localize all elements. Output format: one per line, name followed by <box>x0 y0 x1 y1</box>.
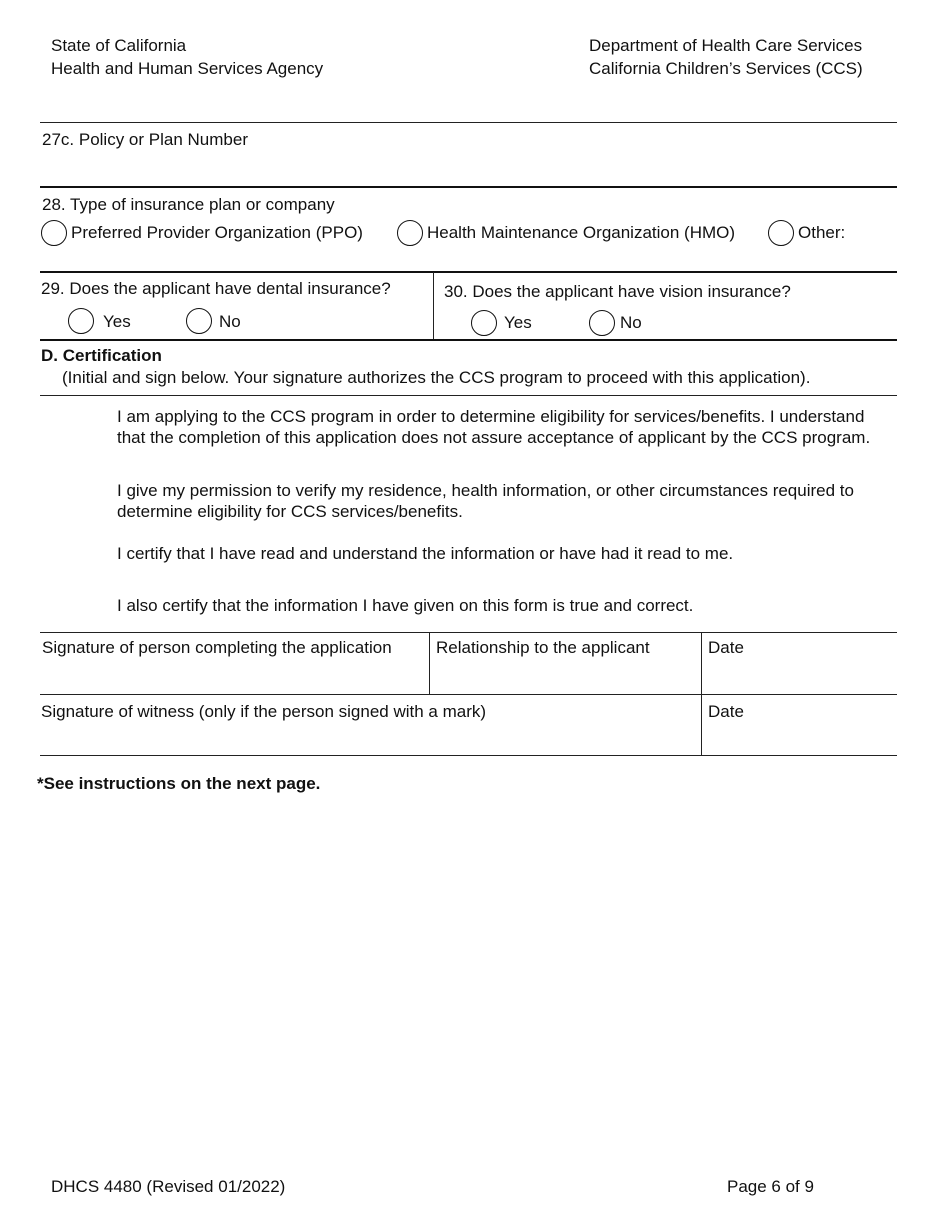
page-number: Page 6 of 9 <box>727 1177 814 1196</box>
vision-yes-radio[interactable] <box>471 310 497 336</box>
instructions-note: *See instructions on the next page. <box>37 774 321 793</box>
form-id: DHCS 4480 (Revised 01/2022) <box>51 1177 286 1196</box>
certification-paragraph-1: I am applying to the CCS program in order to determine eligibility for services/benefits. I understand that the completion of this application does not assure acceptance of applicant by the CCS program. <box>117 407 871 447</box>
ppo-option-label: Preferred Provider Organization (PPO) <box>71 223 363 242</box>
column-divider <box>429 632 430 694</box>
column-divider <box>433 272 434 339</box>
header-agency-state: State of California <box>51 36 187 55</box>
divider <box>40 271 897 273</box>
q28-label: 28. Type of insurance plan or company <box>42 195 335 214</box>
certification-heading: D. Certification <box>41 346 162 365</box>
q29-label: 29. Does the applicant have dental insurance? <box>41 279 391 298</box>
ppo-radio[interactable] <box>41 220 67 246</box>
header-agency-name: Health and Human Services Agency <box>51 59 324 78</box>
vision-no-radio[interactable] <box>589 310 615 336</box>
date-field-2[interactable]: Date <box>708 702 744 721</box>
dental-no-radio[interactable] <box>186 308 212 334</box>
date-field-1[interactable]: Date <box>708 638 744 657</box>
hmo-radio[interactable] <box>397 220 423 246</box>
other-radio[interactable] <box>768 220 794 246</box>
divider <box>40 395 897 396</box>
divider <box>40 186 897 188</box>
vision-no-label: No <box>620 313 642 332</box>
certification-paragraph-4: I also certify that the information I have given on this form is true and correct. <box>117 596 694 615</box>
certification-subheading: (Initial and sign below. Your signature authorizes the CCS program to proceed with this application). <box>62 368 811 387</box>
relationship-field[interactable]: Relationship to the applicant <box>436 638 650 657</box>
divider <box>40 694 897 695</box>
dental-no-label: No <box>219 312 241 331</box>
hmo-option-label: Health Maintenance Organization (HMO) <box>427 223 736 242</box>
divider <box>40 339 897 341</box>
signature-witness-field[interactable]: Signature of witness (only if the person signed with a mark) <box>41 702 487 721</box>
other-option-label: Other: <box>798 223 846 242</box>
q27c-label: 27c. Policy or Plan Number <box>42 130 248 149</box>
certification-paragraph-3: I certify that I have read and understand the information or have had it read to me. <box>117 544 734 563</box>
header-department: Department of Health Care Services <box>589 36 863 55</box>
divider <box>40 755 897 756</box>
dental-yes-label: Yes <box>103 312 131 331</box>
certification-paragraph-2: I give my permission to verify my residence, health information, or other circumstances required to determine eligibility for CCS services/benefits. <box>117 481 854 521</box>
vision-yes-label: Yes <box>504 313 532 332</box>
q30-label: 30. Does the applicant have vision insurance? <box>444 282 791 301</box>
signature-person-field[interactable]: Signature of person completing the application <box>42 638 392 657</box>
header-program: California Children’s Services (CCS) <box>589 59 863 78</box>
divider <box>40 122 897 123</box>
divider <box>40 632 897 633</box>
dental-yes-radio[interactable] <box>68 308 94 334</box>
